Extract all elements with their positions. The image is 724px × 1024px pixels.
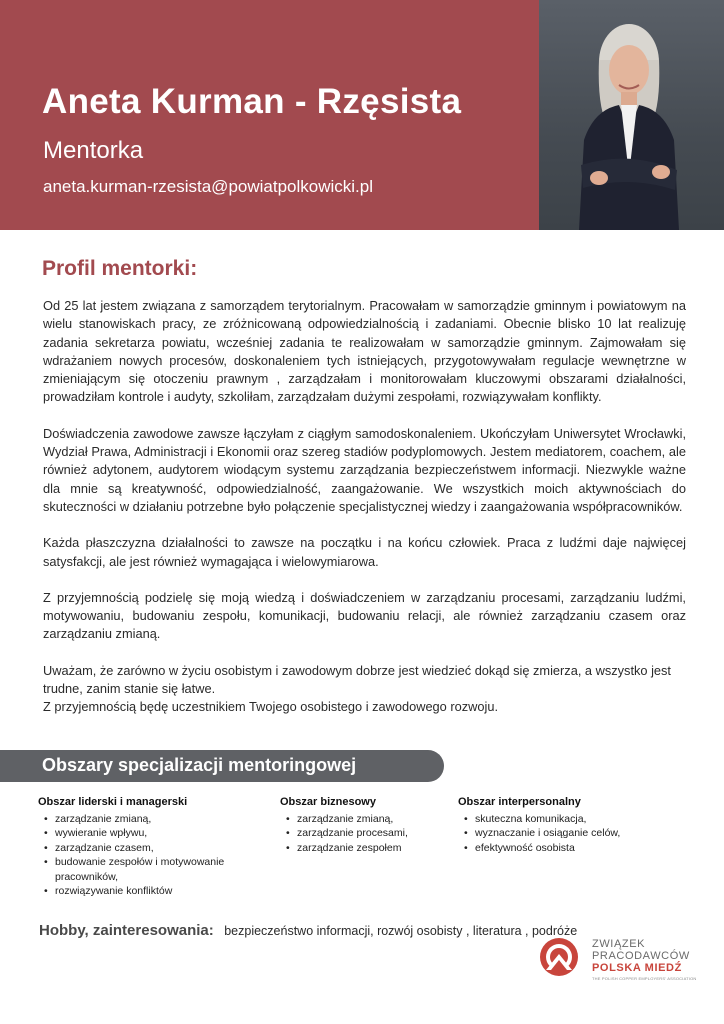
specialization-list (38, 812, 258, 899)
hobby-value: bezpieczeństwo informacji, rozwój osobisty , literatura , podróże (224, 924, 578, 938)
profile-paragraph: Uważam, że zarówno w życiu osobistym i zawodowym dobrze jest wiedzieć dokąd się zmierza, a wszystko jest trudne, zanim stanie się łatwe. (43, 662, 671, 697)
column-heading: Obszar interpersonalny (458, 796, 581, 808)
mentor-email-link[interactable]: aneta.kurman-rzesista@powiatpolkowicki.pl (43, 177, 374, 196)
profile-paragraph: Z przyjemnością podzielę się moją wiedzą i doświadczeniem w zarządzaniu procesami, zarządzaniu ludźmi, motywowaniu, budowaniu zespołu, komunikacji, budowaniu relacji, ale również zarządzaniu czasem oraz zarządzaniu zmianą. (43, 589, 686, 642)
specialization-column-leadership (38, 795, 258, 899)
specialization-column-business (280, 795, 440, 855)
specialization-list (458, 812, 668, 856)
list-item: • zarządzanie zmianą, (42, 812, 258, 827)
logo-tagline: THE POLISH COPPER EMPLOYERS' ASSOCIATION (592, 976, 697, 981)
list-item: • skuteczna komunikacja, (462, 812, 668, 827)
column-heading: Obszar liderski i managerski (38, 796, 188, 808)
specialization-list (280, 812, 440, 856)
association-logo (538, 936, 708, 986)
mentor-role: Mentorka (43, 137, 144, 164)
hobby-section (39, 922, 577, 940)
list-item: • rozwiązywanie konfliktów (42, 884, 258, 899)
profile-heading: Profil mentorki: (42, 257, 198, 280)
profile-paragraph: Doświadczenia zawodowe zawsze łączyłam z ciągłym samodoskonaleniem. Ukończyłam Uniwersytet Wrocławki, Wydział Prawa, Administracji i Ekonomii oraz szereg stadiów podyplomowych. Jestem mediatorem, coachem, ale również adytonem, audytorem wiodącym systemu zarządzania bezpieczeństwem informacji. Niezwykle ważne dla mnie są kreatywność, odpowiedzialność, zaangażowanie. We wszystkich moich aktywnościach do skuteczności w działaniu potrzebne było połączenie specjalistycznej wiedzy i zaangażowania współpracowników. (43, 425, 686, 514)
specialization-heading: Obszary specjalizacji mentoringowej (42, 755, 357, 775)
list-item: • efektywność osobista (462, 841, 668, 856)
mentor-name: Aneta Kurman - Rzęsista (42, 82, 462, 121)
logo-line: ZWIĄZEK (592, 938, 646, 950)
hobby-label: Hobby, zainteresowania: (39, 922, 214, 939)
list-item: • zarządzanie zmianą, (284, 812, 440, 827)
profile-paragraph: Od 25 lat jestem związana z samorządem terytorialnym. Pracowałam w samorządzie gminnym i powiatowym na wielu stanowiskach pracy, ze zróżnicowaną odpowiedzialnością i zadaniami. Obecnie blisko 10 lat realizuję zadania sekretarza powiatu, wcześniej zadania te realizowałam w samorządzie gminnym. Zajmowałam się wdrażaniem nowych procesów, doskonaleniem tych istniejących, przygotowywałam regulacje wewnętrzne w zmieniającym się otoczeniu prawnym , zarządzałam i monitorowałam kluczowymi obszarami działalności, prowadziłam kontrole i audyty, szkoliłam, zarządzałam dużymi zespołami, rozwiązywałam konflikty. (43, 298, 686, 405)
profile-paragraph: Z przyjemnością będę uczestnikiem Twojego osobistego i zawodowego rozwoju. (43, 699, 499, 715)
logo-text (592, 938, 697, 981)
list-item: • zarządzanie zespołem (284, 841, 440, 856)
list-item: • wyznaczanie i osiąganie celów, (462, 826, 668, 841)
profile-body (43, 297, 686, 735)
list-item: • zarządzanie czasem, (42, 841, 258, 856)
mentor-photo (539, 0, 724, 230)
list-item: • budowanie zespołów i motywowanie pracowników, (42, 855, 258, 884)
portrait-illustration (539, 0, 724, 230)
list-item: • zarządzanie procesami, (284, 826, 440, 841)
copper-logo-icon (538, 936, 580, 978)
column-heading: Obszar biznesowy (280, 796, 376, 808)
specialization-column-interpersonal (458, 795, 668, 855)
profile-paragraph: Każda płaszczyzna działalności to zawsze na początku i na końcu człowiek. Praca z ludźmi daje najwięcej satysfakcji, ale jest również wymagająca i wielowymiarowa. (43, 535, 686, 569)
logo-line: PRACODAWCÓW (592, 950, 690, 962)
list-item: • wywieranie wpływu, (42, 826, 258, 841)
logo-line: POLSKA MIEDŹ (592, 962, 682, 974)
